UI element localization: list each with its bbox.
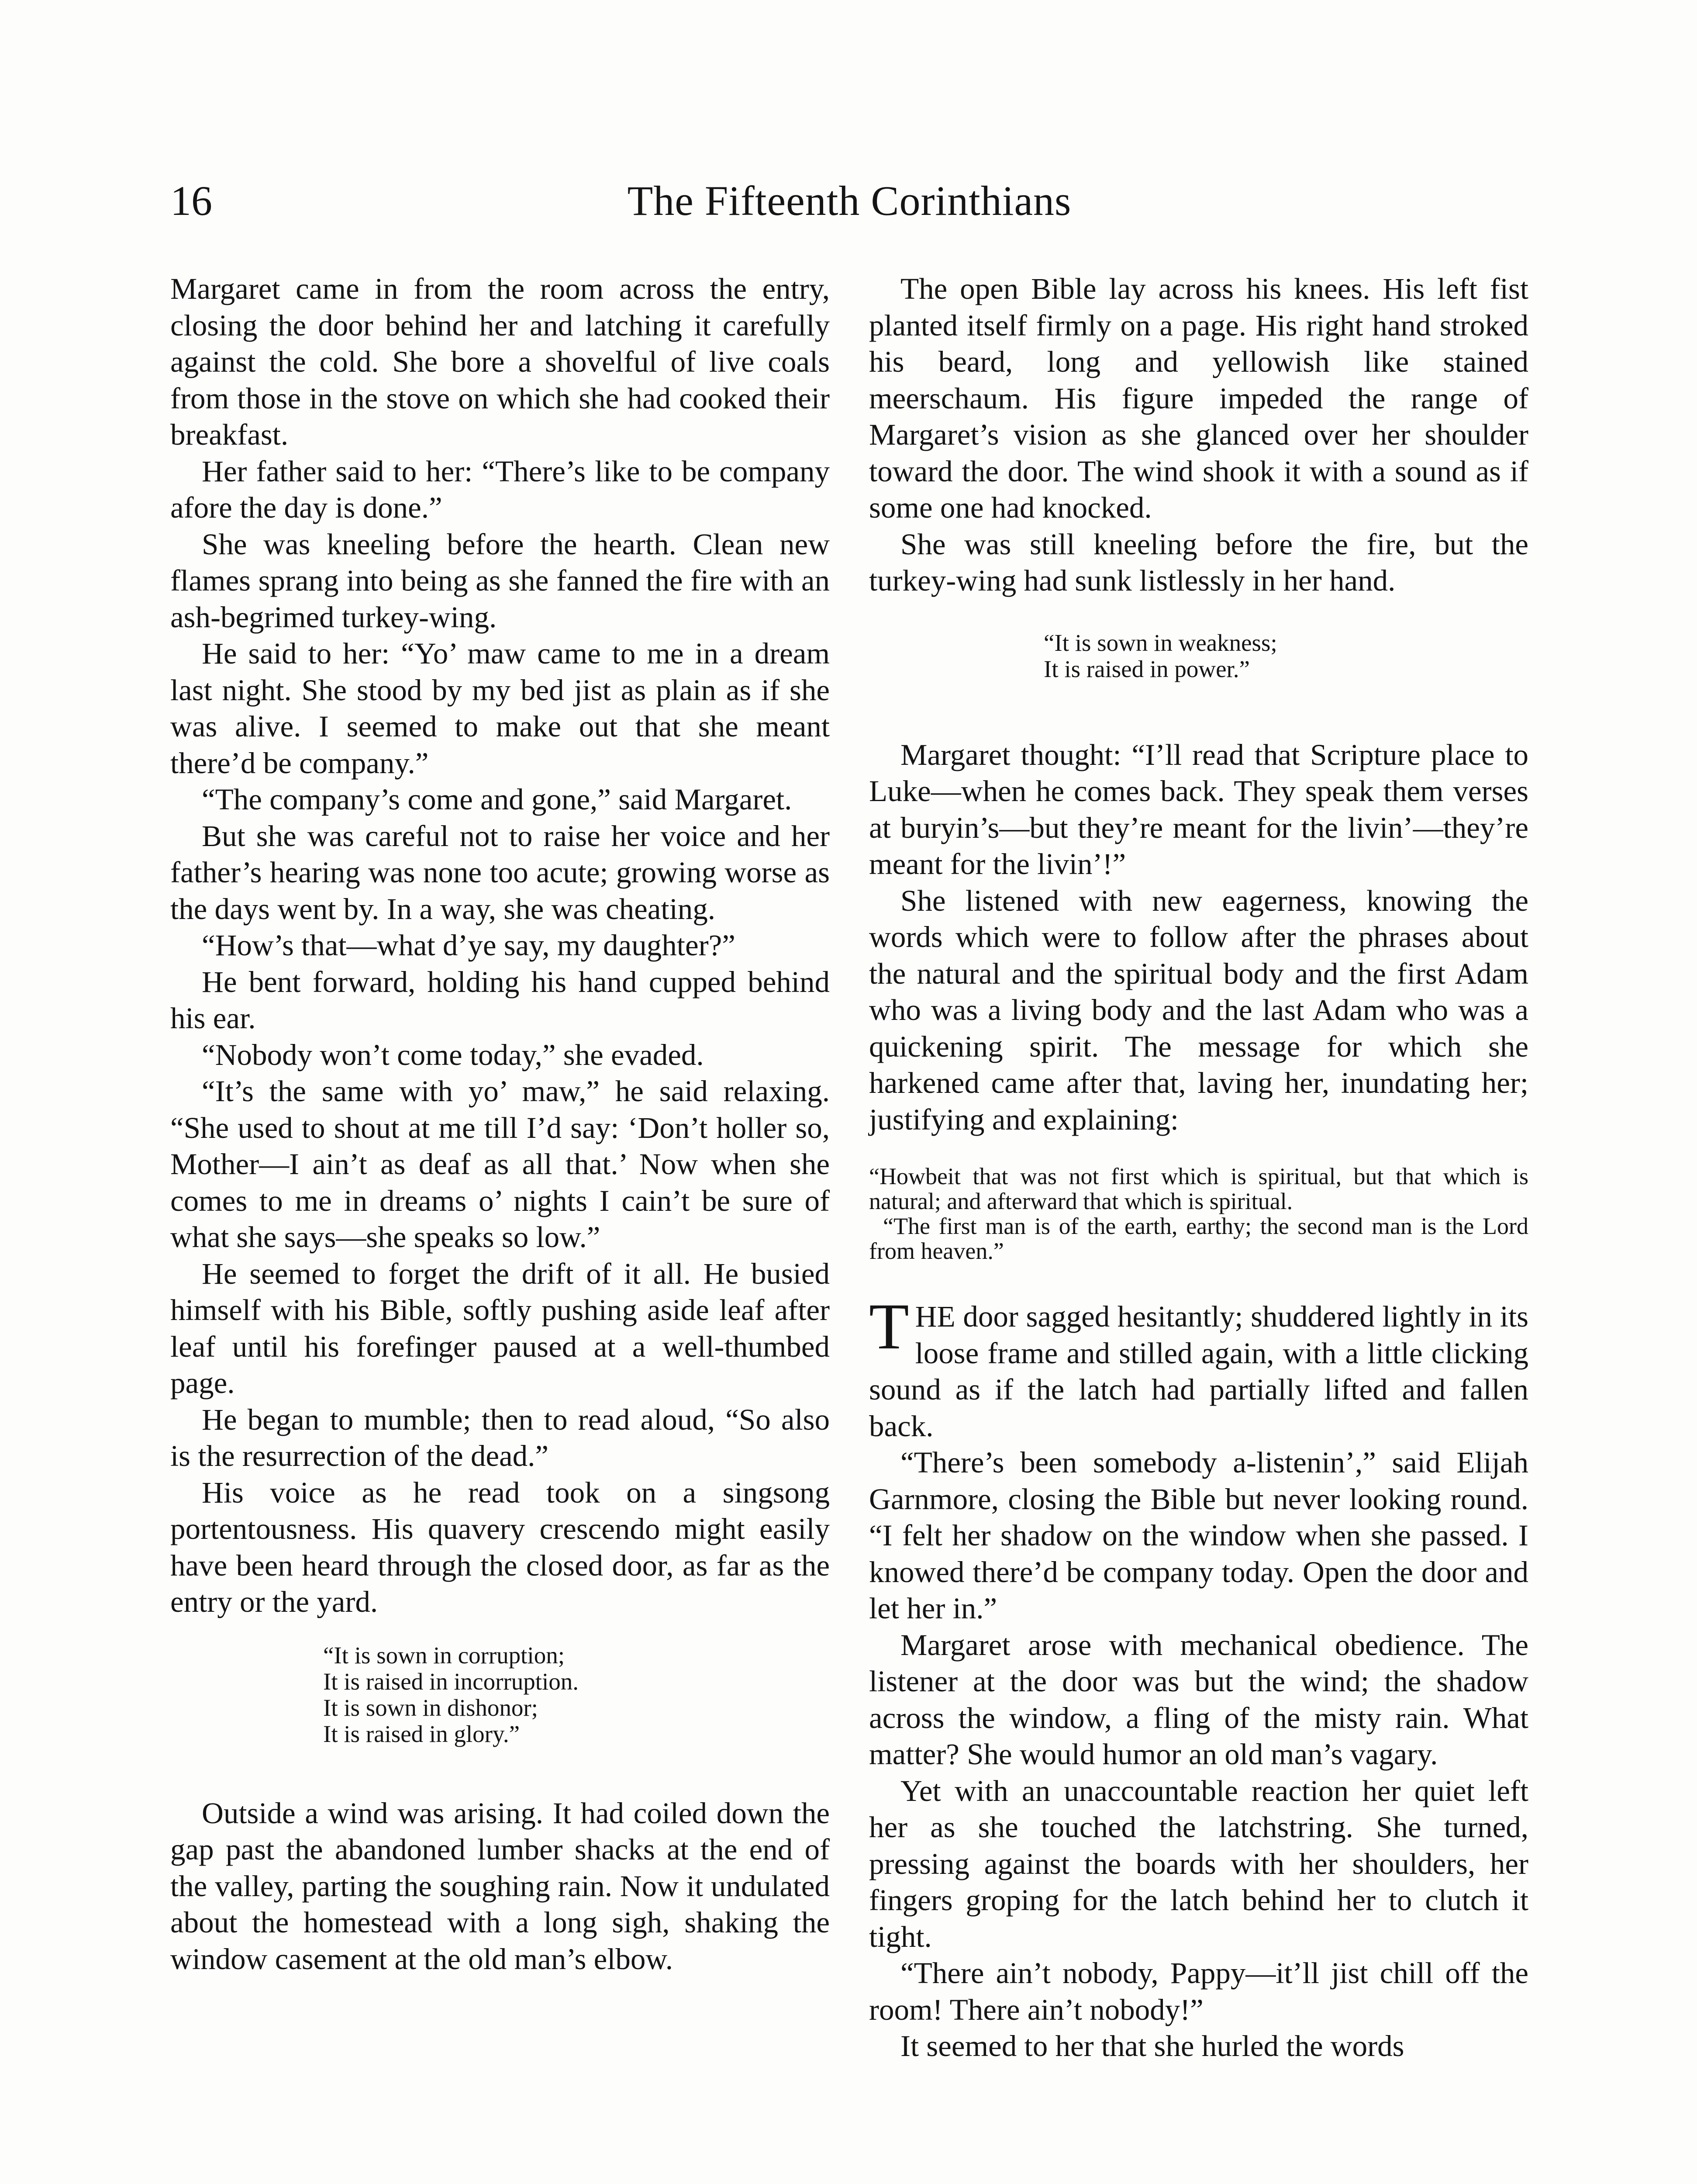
paragraph: “Nobody won’t come today,” she evaded. [202, 1038, 704, 1071]
paragraph: She was still kneeling before the fire, but the turkey-wing had sunk listlessly in her hand. [869, 527, 1528, 597]
paragraph: “How’s that—what d’ye say, my daughter?” [202, 929, 735, 962]
verse-line: It is sown in dishonor; [323, 1694, 538, 1721]
paragraph: His voice as he read took on a singsong portentousness. His quavery crescendo might easily have been heard through the closed door, as far as the entry or the yard. [170, 1476, 830, 1618]
paragraph: Yet with an unaccountable reaction her quiet left her as she touched the latchstring. She turned, pressing against the boards with her shoulders, her fingers groping for the latch behind her to clutch it tight. [869, 1774, 1528, 1953]
dropcap-paragraph [869, 1290, 1528, 1444]
paragraph: “The company’s come and gone,” said Margaret. [202, 783, 792, 816]
verse-line: “It is sown in weakness; [1044, 629, 1277, 656]
paragraph: She was kneeling before the hearth. Clean new flames sprang into being as she fanned the fire with an ash-begrimed turkey-wing. [170, 527, 830, 634]
paragraph: It seemed to her that she hurled the words [900, 2029, 1404, 2063]
quote-paragraph: “The first man is of the earth, earthy; the second man is the Lord from heaven.” [869, 1213, 1528, 1264]
verse-line: It is raised in incorruption. [323, 1668, 579, 1695]
paragraph: He began to mumble; then to read aloud, “So also is the resurrection of the dead.” [170, 1403, 830, 1472]
drop-cap: T [869, 1290, 909, 1363]
quote-paragraph: “Howbeit that was not first which is spiritual, but that which is natural; and afterward that which is spiritual. [869, 1163, 1528, 1214]
paragraph: He said to her: “Yo’ maw came to me in a dream last night. She stood by my bed jist as plain as if she was alive. I seemed to make out that she meant there’d be company.” [170, 637, 830, 780]
running-title: The Fifteenth Corinthians [627, 177, 1072, 224]
paragraph: Margaret arose with mechanical obedience. The listener at the door was but the wind; the shadow across the window, a fling of the misty rain. What matter? She would humor an old man’s vagary. [869, 1628, 1528, 1771]
paragraph: Margaret came in from the room across the entry, closing the door behind her and latching it carefully against the cold. She bore a shovelful of live coals from those in the stove on which she had cooked their breakfast. [170, 272, 830, 451]
paragraph-text: HE door sagged hesitantly; shuddered lightly in its loose frame and stilled again, with a little clicking sound as if the latch had partially lifted and fallen back. [869, 1300, 1528, 1443]
scripture-quote [869, 1164, 1528, 1264]
paragraph: Her father said to her: “There’s like to be company afore the day is done.” [170, 454, 830, 524]
verse-line: It is raised in power.” [1044, 655, 1250, 682]
paragraph: Margaret thought: “I’ll read that Scripture place to Luke—when he comes back. They speak them verses at buryin’s—but they’re meant for the livin’—they’re meant for the livin’!” [869, 738, 1528, 881]
scripture-verse [170, 1642, 830, 1747]
paragraph: “There ain’t nobody, Pappy—it’ll jist chill off the room! There ain’t nobody!” [869, 1956, 1528, 2026]
running-head [170, 173, 1528, 234]
paragraph: “There’s been somebody a-listenin’,” said Elijah Garnmore, closing the Bible but never looking round. “I felt her shadow on the window when she passed. I knowed there’d be company today. Open the door and let her in.” [869, 1446, 1528, 1625]
verse-line: It is raised in glory.” [323, 1720, 520, 1747]
paragraph: “It’s the same with yo’ maw,” he said relaxing. “She used to shout at me till I’d say: ‘Don’t holler so, Mother—I ain’t as deaf as all that.’ Now when she comes to me in dreams o’ nights I cain’t be sure of what she says—she speaks so low.” [170, 1075, 830, 1254]
paragraph: She listened with new eagerness, knowing the words which were to follow after the phrases about the natural and the spiritual body and the first Adam who was a living body and the last Adam who was a quickening spirit. The message for which she harkened came after that, laving her, inundating her; justifying and explaining: [869, 884, 1528, 1136]
left-column [170, 271, 830, 1977]
page-number: 16 [170, 177, 212, 224]
verse-line: “It is sown in corruption; [323, 1641, 565, 1669]
paragraph: But she was careful not to raise her voice and her father’s hearing was none too acute; growing worse as the days went by. In a way, she was cheating. [170, 819, 830, 926]
paragraph: Outside a wind was arising. It had coiled down the gap past the abandoned lumber shacks at the end of the valley, parting the soughing rain. Now it undulated about the homestead with a long sigh, shaking the window casement at the old man’s elbow. [170, 1796, 830, 1976]
paragraph: He seemed to forget the drift of it all. He busied himself with his Bible, softly pushing aside leaf after leaf until his forefinger paused at a well-thumbed page. [170, 1257, 830, 1400]
paragraph: He bent forward, holding his hand cupped behind his ear. [170, 965, 830, 1035]
right-column [869, 271, 1528, 2065]
scripture-verse [869, 630, 1528, 682]
paragraph: The open Bible lay across his knees. His left fist planted itself firmly on a page. His right hand stroked his beard, long and yellowish like stained meerschaum. His figure impeded the range of Margaret’s vision as she glanced over her shoulder toward the door. The wind shook it with a sound as if some one had knocked. [869, 272, 1528, 524]
